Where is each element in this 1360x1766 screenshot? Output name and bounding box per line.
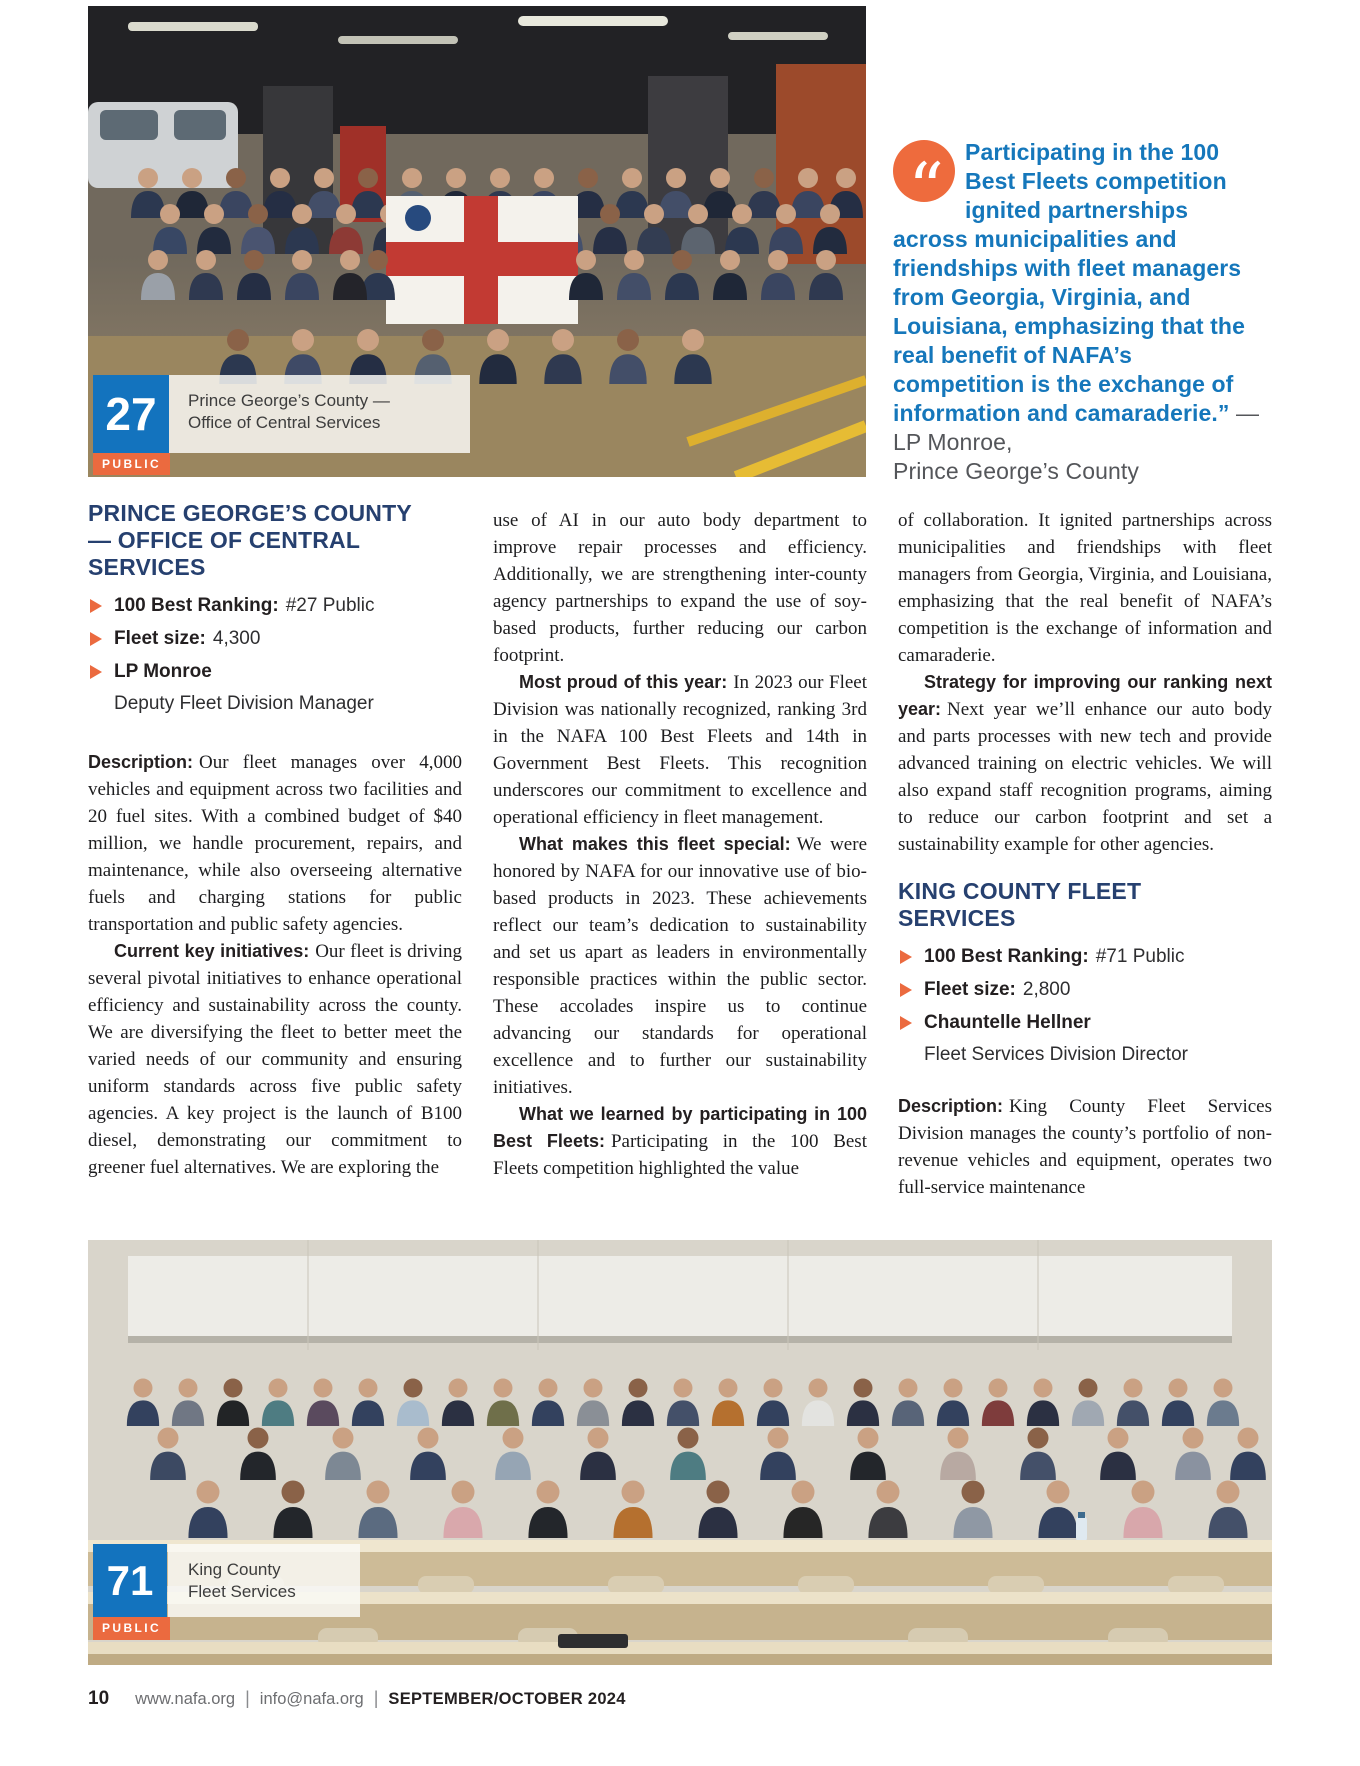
bullet-item	[88, 626, 462, 652]
bullet-subtitle: Fleet Services Division Director	[924, 1044, 1188, 1065]
caption-line: Prince George’s County —	[188, 391, 390, 410]
body-paragraph: Current key initiatives: Our fleet is driving several pivotal initiatives to enhance operational efficiency and sustainability across the county. We are diversifying the fleet to better meet the varied needs of our community and ensuring uniform standards across five public safety agencies. A key project is the launch of B100 diesel, demonstrating our commitment to greener fuel alternatives. We are exploring the	[88, 941, 463, 1178]
paragraph-lead: Current key initiatives:	[114, 941, 310, 961]
column-1	[88, 500, 462, 1201]
section-heading-prince-georges: PRINCE GEORGE’S COUNTY — OFFICE OF CENTRAL SERVICES	[88, 500, 412, 580]
column-2	[493, 500, 867, 1201]
bullet-label: 100 Best Ranking:	[114, 595, 279, 616]
quote-attribution: — LP Monroe,	[893, 400, 1260, 455]
bullet-label: LP Monroe	[114, 661, 212, 682]
article-columns	[88, 500, 1272, 1201]
paragraph-lead: Description:	[898, 1096, 1004, 1116]
bullet-subtitle: Deputy Fleet Division Manager	[114, 693, 374, 714]
section-heading-king-county: KING COUNTY FLEET SERVICES	[898, 878, 1142, 931]
bullet-value: 2,800	[1022, 979, 1071, 1000]
red-cross-flag-graphic	[386, 196, 578, 324]
rank-number: 27	[105, 388, 157, 440]
page-footer	[88, 1688, 1272, 1710]
photo-caption	[168, 375, 470, 453]
bullet-value: #71 Public	[1095, 946, 1185, 967]
body-paragraph: use of AI in our auto body department to improve repair processes and efficiency. Additionally, we are strengthening inter-county agency partnerships to expand the use of soy-based products, further reducing our carbon footprint.	[493, 510, 867, 666]
footer-email: info@nafa.org	[259, 1690, 364, 1708]
paragraph-lead: Most proud of this year:	[519, 672, 728, 692]
triangle-bullet-icon	[90, 632, 102, 646]
bullet-item	[898, 1010, 1272, 1036]
triangle-bullet-icon	[900, 983, 912, 997]
triangle-bullet-icon	[90, 599, 102, 613]
body-paragraph: Most proud of this year: In 2023 our Fleet Division was nationally recognized, ranking 3rd in the NAFA 100 Best Fleets and 14th in Government Best Fleets. This recognition underscores our commitment to excellence and operational efficiency in fleet management.	[493, 672, 867, 828]
rank-number: 71	[106, 1556, 154, 1604]
footer-separator: |	[245, 1688, 250, 1708]
triangle-bullet-icon	[900, 950, 912, 964]
public-tag: PUBLIC	[93, 453, 170, 475]
footer-url: www.nafa.org	[135, 1690, 236, 1708]
body-paragraph: Description: King County Fleet Services Division manages the county’s portfolio of non-revenue vehicles and equipment, operates two full-service maintenance	[898, 1096, 1272, 1198]
triangle-bullet-icon	[900, 1016, 912, 1030]
paragraph-lead: What we learned by participating in 100 Best Fleets:	[493, 1104, 867, 1151]
paragraph-lead: Description:	[88, 752, 194, 772]
footer-separator: |	[373, 1688, 379, 1708]
body-paragraph: What we learned by participating in 100 Best Fleets: Participating in the 100 Best Fleets competition highlighted the value	[493, 1104, 867, 1179]
public-tag: PUBLIC	[93, 1617, 170, 1640]
photo-caption	[168, 1544, 360, 1617]
bullet-value: 4,300	[212, 628, 261, 649]
body-paragraph: What makes this fleet special: We were honored by NAFA for our innovative use of bio-based products in 2023. These achievements reflect our team’s dedication to sustainability and set us apart as leaders in environmentally responsible practices within the public sector. These accolades inspire us to continue advancing our standards for operational excellence and to further our sustainability initiatives.	[493, 834, 867, 1098]
bullet-value: #27 Public	[285, 595, 375, 616]
bullet-item	[898, 944, 1272, 970]
caption-line: Office of Central Services	[188, 413, 381, 432]
quote-attribution-org: Prince George’s County	[893, 458, 1139, 484]
body-paragraph: Strategy for improving our ranking next year: Next year we’ll enhance our auto body and parts processes with new tech and provide advanced training on electric vehicles. We will also expand staff recognition programs, aiming to reduce our carbon footprint and set a sustainability example for other agencies.	[898, 672, 1272, 855]
top-photo	[88, 6, 866, 477]
paragraph-lead: What makes this fleet special:	[519, 834, 791, 854]
body-paragraph: Description: Our fleet manages over 4,000 vehicles and equipment across two facilities and 20 fuel sites. With a combined budget of $40 million, we handle procurement, repairs, and maintenance, while also overseeing alternative fuels and charging stations for public transportation and public safety agencies.	[88, 752, 462, 935]
quote-icon: “	[893, 140, 955, 202]
rank-badge	[93, 375, 169, 453]
quote-body: Participating in the 100 Best Fleets competition ignited partnerships across municipalities and friendships with fleet managers from Georgia, Virginia, and Louisiana, emphasizing that the real benefit of NAFA’s competition is the exchange of information and camaraderie.”	[893, 139, 1245, 426]
caption-line: Fleet Services	[188, 1582, 296, 1601]
bullet-label: Fleet size:	[114, 628, 206, 649]
bullet-label: Chauntelle Hellner	[924, 1012, 1091, 1033]
bullet-item	[88, 659, 462, 685]
footer-issue: SEPTEMBER/OCTOBER 2024	[388, 1690, 626, 1708]
bottom-photo	[88, 1240, 1272, 1665]
body-paragraph: of collaboration. It ignited partnerships across municipalities and friendships with fleet managers from Georgia, Virginia, and Louisiana, emphasizing that the real benefit of NAFA’s competition is the exchange of information and camaraderie.	[898, 510, 1272, 666]
paragraph-lead: Strategy for improving our ranking next year:	[898, 672, 1272, 719]
bullet-label: 100 Best Ranking:	[924, 946, 1089, 967]
bullet-label: Fleet size:	[924, 979, 1016, 1000]
bullet-item	[88, 593, 462, 619]
bullet-list	[898, 944, 1272, 1036]
pull-quote	[893, 138, 1261, 486]
bullet-list	[88, 593, 462, 685]
column-3	[898, 500, 1272, 1201]
rank-badge	[93, 1544, 167, 1617]
bullet-item	[898, 977, 1272, 1003]
page-number: 10	[88, 1688, 110, 1709]
caption-line: King County	[188, 1560, 281, 1579]
triangle-bullet-icon	[90, 665, 102, 679]
